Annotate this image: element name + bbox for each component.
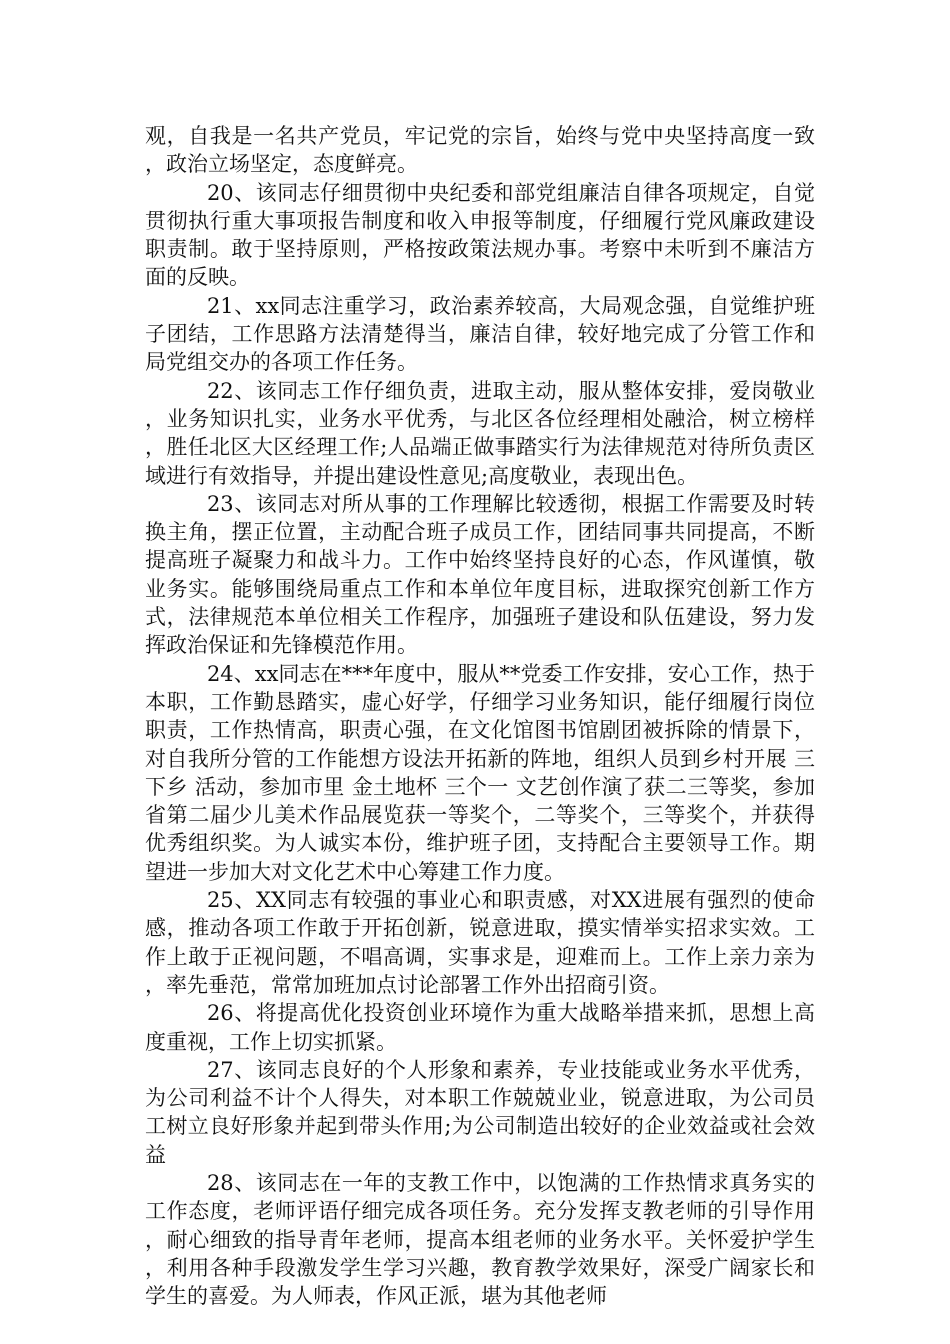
paragraph-item-24: 24、xx同志在***年度中，服从**党委工作安排，安心工作，热于本职，工作勤恳踏实，虚心好学，仔细学习业务知识，能仔细履行岗位职责，工作热情高，职责心强，在文化馆图书馆剧团被拆除的情景下，对自我所分管的工作能想方设法开拓新的阵地，组织人员到乡村开展 三下乡 活动，参加市里 金土地杯 三个一 文艺创作演了获二三等奖，参加省第二届少儿美术作品展览获一等奖个，二等奖个，三等奖个，并获得优秀组织奖。为人诚实本份，维护班子团，支持配合主要领导工作。期望进一步加大对文化艺术中心筹建工作力度。 — [145, 661, 815, 884]
paragraph-item-27: 27、该同志良好的个人形象和素养，专业技能或业务水平优秀，为公司利益不计个人得失，对本职工作兢兢业业，锐意进取，为公司员工树立良好形象并起到带头作用;为公司制造出较好的企业效益或社会效益 — [145, 1057, 815, 1167]
paragraph-item-22: 22、该同志工作仔细负责，进取主动，服从整体安排，爱岗敬业，业务知识扎实，业务水平优秀，与北区各位经理相处融洽，树立榜样，胜任北区大区经理工作;人品端正做事踏实行为法律规范对待所负责区域进行有效指导，并提出建设性意见;高度敬业，表现出色。 — [145, 378, 815, 488]
paragraph-item-28: 28、该同志在一年的支教工作中，以饱满的工作热情求真务实的工作态度，老师评语仔细完成各项任务。充分发挥支教老师的引导作用，耐心细致的指导青年老师，提高本组老师的业务水平。关怀爱护学生，利用各种手段激发学生学习兴趣，教育教学效果好，深受广阔家长和学生的喜爱。为人师表，作风正派，堪为其他老师 — [145, 1170, 815, 1309]
paragraph-item-21: 21、xx同志注重学习，政治素养较高，大局观念强，自觉维护班子团结，工作思路方法清楚得当，廉洁自律，较好地完成了分管工作和局党组交办的各项工作任务。 — [145, 293, 815, 375]
document-body — [145, 122, 815, 1310]
paragraph-item-25: 25、XX同志有较强的事业心和职责感，对XX进展有强烈的使命感，推动各项工作敢于开拓创新，锐意进取，摸实情举实招求实效。工作上敢于正视问题，不唱高调，实事求是，迎难而上。工作上亲力亲为，率先垂范，常常加班加点讨论部署工作外出招商引资。 — [145, 888, 815, 997]
paragraph-item-20: 20、该同志仔细贯彻中央纪委和部党组廉洁自律各项规定，自觉贯彻执行重大事项报告制度和收入申报等制度，仔细履行党风廉政建设职责制。敢于坚持原则，严格按政策法规办事。考察中未听到不廉洁方面的反映。 — [145, 180, 815, 290]
paragraph-item-26: 26、将提高优化投资创业环境作为重大战略举措来抓，思想上高度重视，工作上切实抓紧。 — [145, 1001, 815, 1054]
paragraph-item-23: 23、该同志对所从事的工作理解比较透彻，根据工作需要及时转换主角，摆正位置，主动配合班子成员工作，团结同事共同提高，不断提高班子凝聚力和战斗力。工作中始终坚持良好的心态，作风谨慎，敬业务实。能够围绕局重点工作和本单位年度目标，进取探究创新工作方式，法律规范本单位相关工作程序，加强班子建设和队伍建设，努力发挥政治保证和先锋模范作用。 — [145, 491, 815, 658]
paragraph-continuation: 观，自我是一名共产党员，牢记党的宗旨，始终与党中央坚持高度一致，政治立场坚定，态度鲜亮。 — [145, 124, 815, 177]
